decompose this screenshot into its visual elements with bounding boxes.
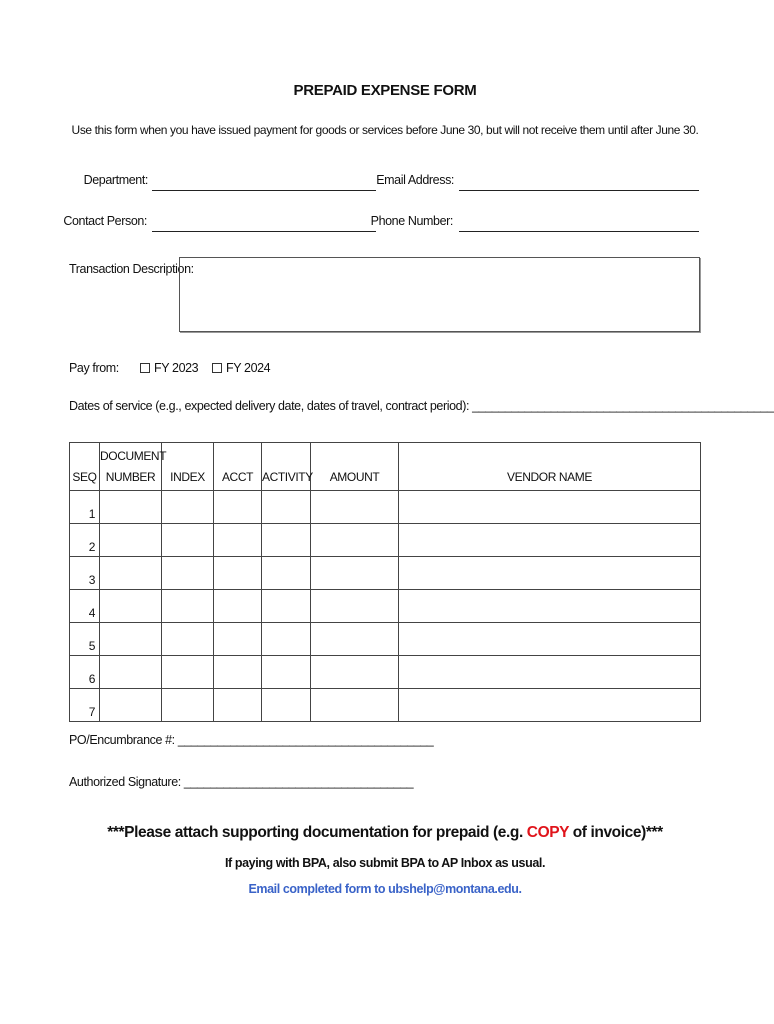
document-header-line2: NUMBER bbox=[105, 470, 156, 484]
department-label: Department: bbox=[83, 173, 148, 187]
acct-cell[interactable] bbox=[214, 491, 262, 524]
transaction-description-field[interactable] bbox=[179, 257, 700, 332]
acct-cell[interactable] bbox=[214, 524, 262, 557]
seq-cell: 6 bbox=[70, 656, 100, 689]
phone-label: Phone Number: bbox=[370, 214, 453, 228]
contact-person-label: Contact Person: bbox=[63, 214, 147, 228]
vendor-name-cell[interactable] bbox=[399, 656, 701, 689]
fy2023-checkbox[interactable] bbox=[140, 363, 150, 373]
table-row bbox=[70, 656, 701, 689]
form-instructions: Use this form when you have issued payment for goods or services before June 30, but will not receive them until after June 30. bbox=[71, 123, 699, 137]
amount-cell[interactable] bbox=[311, 491, 399, 524]
seq-cell: 4 bbox=[70, 590, 100, 623]
document-number-cell[interactable] bbox=[100, 557, 162, 590]
index-cell[interactable] bbox=[162, 689, 214, 722]
vendor-name-cell[interactable] bbox=[399, 623, 701, 656]
vendor-name-cell[interactable] bbox=[399, 590, 701, 623]
seq-cell: 5 bbox=[70, 623, 100, 656]
activity-cell[interactable] bbox=[262, 623, 311, 656]
email-instructions[interactable]: Email completed form to ubshelp@montana.edu. bbox=[248, 882, 522, 896]
bpa-notice: If paying with BPA, also submit BPA to AP Inbox as usual. bbox=[224, 856, 546, 870]
table-row bbox=[70, 689, 701, 722]
attach-documentation-notice bbox=[0, 824, 770, 842]
index-cell[interactable] bbox=[162, 524, 214, 557]
amount-cell[interactable] bbox=[311, 557, 399, 590]
seq-cell: 7 bbox=[70, 689, 100, 722]
table-row bbox=[70, 524, 701, 557]
authorized-signature-field[interactable]: Authorized Signature: ___________________________________ bbox=[69, 775, 414, 789]
index-cell[interactable] bbox=[162, 557, 214, 590]
document-number-header bbox=[100, 443, 167, 491]
department-field[interactable] bbox=[152, 190, 376, 191]
vendor-name-cell[interactable] bbox=[399, 689, 701, 722]
index-cell[interactable] bbox=[162, 590, 214, 623]
activity-cell[interactable] bbox=[262, 524, 311, 557]
vendor-name-cell[interactable] bbox=[399, 557, 701, 590]
table-row bbox=[70, 557, 701, 590]
document-number-cell[interactable] bbox=[100, 524, 162, 557]
amount-header: AMOUNT bbox=[311, 443, 399, 491]
document-number-cell[interactable] bbox=[100, 590, 162, 623]
document-number-cell[interactable] bbox=[100, 623, 162, 656]
document-number-cell[interactable] bbox=[100, 656, 162, 689]
form-title: PREPAID EXPENSE FORM bbox=[293, 82, 477, 99]
vendor-name-cell[interactable] bbox=[399, 524, 701, 557]
acct-cell[interactable] bbox=[214, 557, 262, 590]
index-header: INDEX bbox=[162, 443, 214, 491]
amount-cell[interactable] bbox=[311, 623, 399, 656]
index-cell[interactable] bbox=[162, 623, 214, 656]
document-number-cell[interactable] bbox=[100, 689, 162, 722]
fy2024-label: FY 2024 bbox=[226, 361, 271, 375]
expense-table bbox=[69, 442, 701, 722]
fy2024-checkbox[interactable] bbox=[212, 363, 222, 373]
document-header-line1: DOCUMENT bbox=[100, 449, 167, 463]
pay-from-label: Pay from: bbox=[69, 361, 119, 375]
document-number-cell[interactable] bbox=[100, 491, 162, 524]
activity-cell[interactable] bbox=[262, 590, 311, 623]
acct-cell[interactable] bbox=[214, 689, 262, 722]
contact-person-field[interactable] bbox=[152, 231, 376, 232]
seq-cell: 1 bbox=[70, 491, 100, 524]
seq-cell: 2 bbox=[70, 524, 100, 557]
transaction-description-label: Transaction Description: bbox=[69, 262, 194, 276]
fy2023-label: FY 2023 bbox=[154, 361, 199, 375]
table-row bbox=[70, 623, 701, 656]
attach-text-1: ***Please attach supporting documentation for prepaid (e.g. bbox=[107, 824, 527, 841]
fy2023-option[interactable] bbox=[140, 361, 198, 375]
activity-header: ACTIVITY bbox=[262, 443, 311, 491]
dates-of-service-field[interactable]: Dates of service (e.g., expected delivery date, dates of travel, contract period): ______________________________________________ bbox=[69, 399, 774, 413]
acct-header: ACCT bbox=[214, 443, 262, 491]
seq-cell: 3 bbox=[70, 557, 100, 590]
table-row bbox=[70, 590, 701, 623]
phone-field[interactable] bbox=[459, 231, 699, 232]
index-cell[interactable] bbox=[162, 656, 214, 689]
copy-highlight: COPY bbox=[526, 824, 569, 841]
attach-text-2: of invoice)*** bbox=[568, 824, 663, 841]
activity-cell[interactable] bbox=[262, 689, 311, 722]
amount-cell[interactable] bbox=[311, 524, 399, 557]
index-cell[interactable] bbox=[162, 491, 214, 524]
email-label: Email Address: bbox=[376, 173, 454, 187]
amount-cell[interactable] bbox=[311, 656, 399, 689]
acct-cell[interactable] bbox=[214, 623, 262, 656]
table-header-row bbox=[70, 443, 701, 491]
email-field[interactable] bbox=[459, 190, 699, 191]
acct-cell[interactable] bbox=[214, 590, 262, 623]
amount-cell[interactable] bbox=[311, 689, 399, 722]
acct-cell[interactable] bbox=[214, 656, 262, 689]
vendor-name-header: VENDOR NAME bbox=[399, 443, 701, 491]
activity-cell[interactable] bbox=[262, 491, 311, 524]
fy2024-option[interactable] bbox=[212, 361, 270, 375]
seq-header: SEQ bbox=[70, 443, 100, 491]
activity-cell[interactable] bbox=[262, 656, 311, 689]
amount-cell[interactable] bbox=[311, 590, 399, 623]
table-row bbox=[70, 491, 701, 524]
activity-cell[interactable] bbox=[262, 557, 311, 590]
vendor-name-cell[interactable] bbox=[399, 491, 701, 524]
po-encumbrance-field[interactable]: PO/Encumbrance #: _______________________________________ bbox=[69, 733, 434, 747]
